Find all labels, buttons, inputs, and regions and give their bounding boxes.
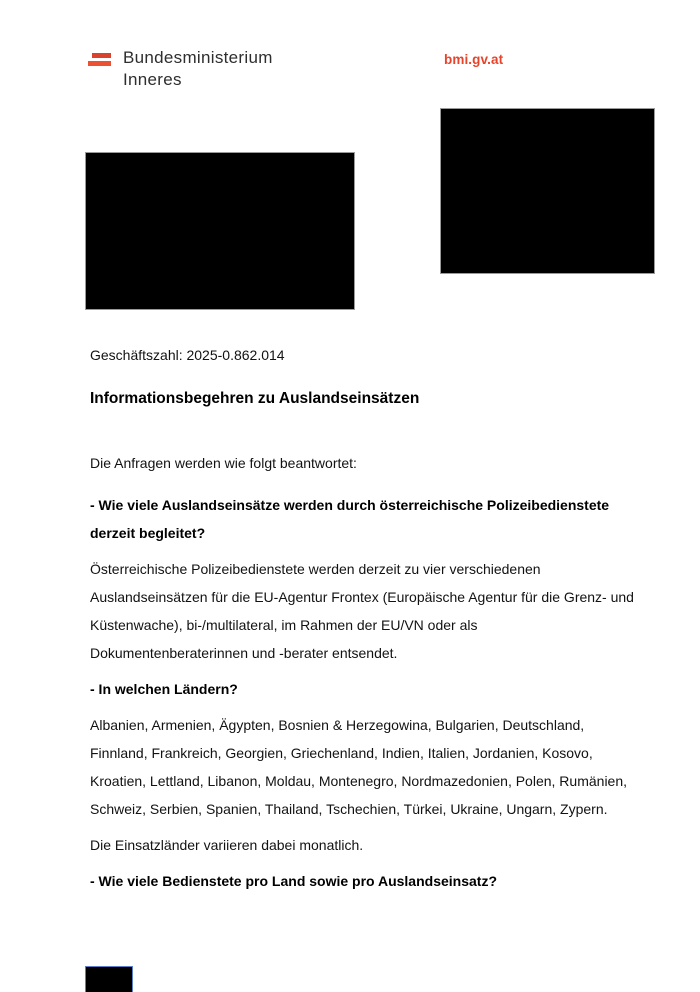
ministry-division: Inneres <box>123 70 182 89</box>
bmi-logo <box>88 47 273 91</box>
austria-flag-icon <box>88 53 112 66</box>
question-2: - In welchen Ländern? <box>90 681 238 697</box>
ministry-name: Bundesministerium <box>123 48 273 67</box>
flag-bar-top <box>92 53 111 58</box>
redacted-image-bottom <box>85 966 133 992</box>
answer-2: Albanien, Armenien, Ägypten, Bosnien & Herzegowina, Bulgarien, Deutschland, Finnland, Frankreich, Georgien, Griechenland, Indien, Italien, Jordanien, Kosovo, Kroatien, Lettland, Libanon, Moldau, Montenegro, Nordmazedonien, Polen, Rumänien, Schweiz, Serbien, Spanien, Thailand, Tschechien, Türkei, Ukraine, Ungarn, Zypern. <box>90 717 628 817</box>
redacted-image-left <box>85 152 355 310</box>
reference-number: Geschäftszahl: 2025-0.862.014 <box>90 347 285 363</box>
answer-1: Österreichische Polizeibedienstete werden derzeit zu vier verschiedenen Auslandseinsätzen für die EU-Agentur Frontex (Europäische Agentur für die Grenz- und Küstenwache), bi-/multilateral, im Rahmen der EU/VN oder als Dokumentenberaterinnen und -berater entsendet. <box>90 561 634 661</box>
flag-bar-bottom <box>88 61 111 66</box>
intro-text: Die Anfragen werden wie folgt beantwortet: <box>90 455 357 471</box>
redacted-image-right <box>440 108 655 274</box>
website-link[interactable]: bmi.gv.at <box>444 52 504 67</box>
answer-2-note: Die Einsatzländer variieren dabei monatlich. <box>90 837 364 853</box>
ministry-wordmark <box>123 47 273 91</box>
document-title: Informationsbegehren zu Auslandseinsätzen <box>90 390 420 407</box>
letter-body <box>90 341 636 903</box>
question-3: - Wie viele Bedienstete pro Land sowie pro Auslandseinsatz? <box>90 873 497 889</box>
question-1: - Wie viele Auslandseinsätze werden durch österreichische Polizeibedienstete derzeit begleitet? <box>90 497 610 541</box>
